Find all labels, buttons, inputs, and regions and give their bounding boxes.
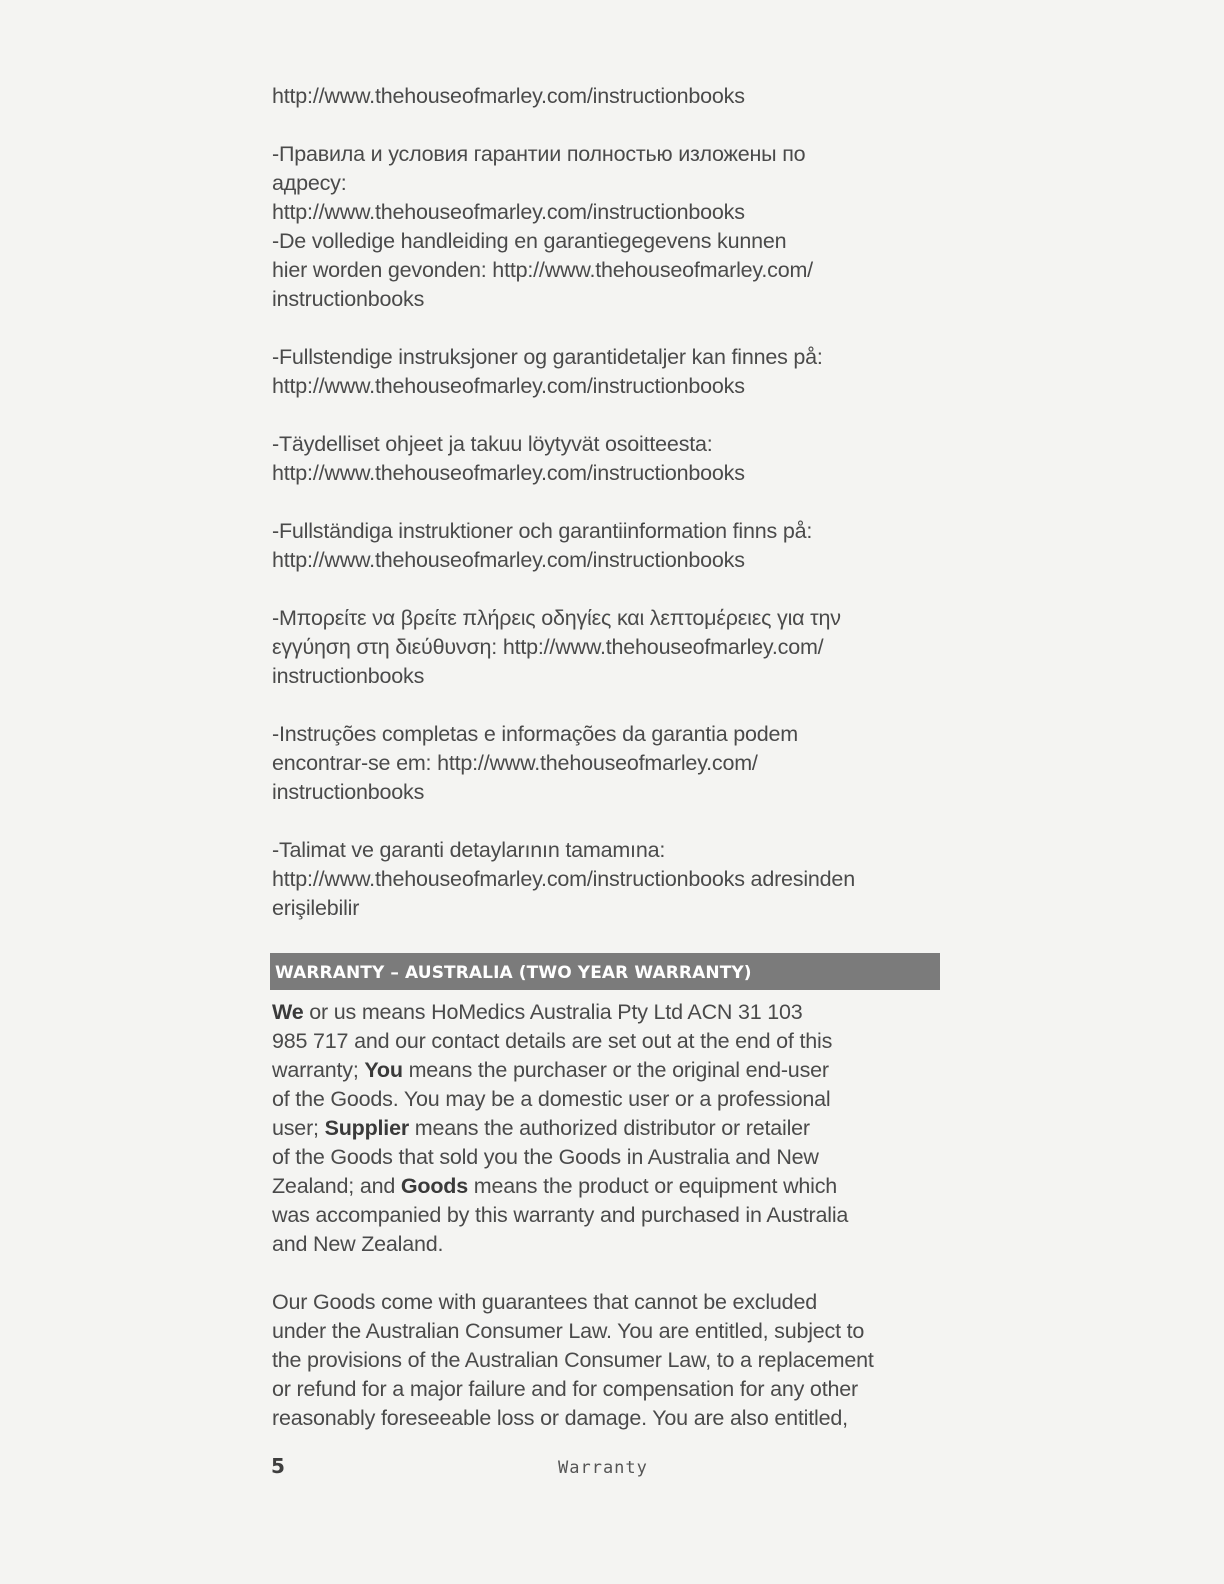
term-we: We [272, 1000, 304, 1024]
text-line: http://www.thehouseofmarley.com/instructionbooks [272, 84, 745, 108]
text-line: εγγύηση στη διεύθυνση: http://www.thehouseofmarley.com/ [272, 635, 824, 659]
text-block-url [272, 82, 942, 111]
text-line: under the Australian Consumer Law. You are entitled, subject to [272, 1319, 865, 1343]
text-block-swedish [272, 517, 942, 575]
text-line: was accompanied by this warranty and purchased in Australia [272, 1203, 849, 1227]
text-line: -De volledige handleiding en garantiegegevens kunnen [272, 229, 787, 253]
text-line: http://www.thehouseofmarley.com/instructionbooks [272, 374, 745, 398]
text-run: means the authorized distributor or retailer [409, 1116, 810, 1140]
text-line: hier worden gevonden: http://www.thehouseofmarley.com/ [272, 258, 813, 282]
text-line: or refund for a major failure and for compensation for any other [272, 1377, 858, 1401]
page-content [272, 82, 942, 1433]
text-line [272, 1114, 942, 1143]
text-line: the provisions of the Australian Consumer Law, to a replacement [272, 1348, 874, 1372]
text-line: -Instruções completas e informações da garantia podem [272, 722, 798, 746]
warranty-consumer-law-paragraph [272, 1288, 942, 1433]
text-block-russian-dutch [272, 140, 942, 314]
footer-section-label: Warranty [558, 1458, 648, 1478]
text-line: instructionbooks [272, 287, 425, 311]
text-line [272, 1056, 942, 1085]
text-line: -Fullstendige instruksjoner og garantidetaljer kan finnes på: [272, 345, 823, 369]
text-line: erişilebilir [272, 896, 360, 920]
text-line: 985 717 and our contact details are set out at the end of this [272, 1029, 833, 1053]
text-line: and New Zealand. [272, 1232, 444, 1256]
text-run: means the product or equipment which [467, 1174, 838, 1198]
text-line [272, 998, 942, 1027]
section-header-warranty: WARRANTY – AUSTRALIA (TWO YEAR WARRANTY) [270, 953, 940, 990]
text-block-turkish [272, 836, 942, 923]
text-line: instructionbooks [272, 780, 425, 804]
term-goods: Goods [400, 1174, 468, 1198]
text-run: means the purchaser or the original end-user [402, 1058, 829, 1082]
text-line: -Правила и условия гарантии полностью изложены по [272, 142, 806, 166]
text-line: http://www.thehouseofmarley.com/instructionbooks [272, 200, 745, 224]
text-line: reasonably foreseeable loss or damage. You are also entitled, [272, 1406, 848, 1430]
text-run: warranty; [272, 1058, 365, 1082]
text-line: of the Goods. You may be a domestic user or a professional [272, 1087, 831, 1111]
term-supplier: Supplier [324, 1116, 409, 1140]
text-line: instructionbooks [272, 664, 425, 688]
text-line: -Täydelliset ohjeet ja takuu löytyvät osoitteesta: [272, 432, 713, 456]
text-line: http://www.thehouseofmarley.com/instructionbooks adresinden [272, 867, 855, 891]
warranty-definitions-paragraph [272, 998, 942, 1259]
text-block-greek [272, 604, 942, 691]
text-line [272, 1172, 942, 1201]
text-line: -Μπορείτε να βρείτε πλήρεις οδηγίες και λεπτομέρειες για την [272, 606, 841, 630]
text-line: -Talimat ve garanti detaylarının tamamına: [272, 838, 666, 862]
text-line: of the Goods that sold you the Goods in Australia and New [272, 1145, 819, 1169]
text-line: encontrar-se em: http://www.thehouseofmarley.com/ [272, 751, 758, 775]
text-run: Zealand; and [272, 1174, 401, 1198]
term-you: You [364, 1058, 403, 1082]
text-line: http://www.thehouseofmarley.com/instructionbooks [272, 461, 745, 485]
text-block-portuguese [272, 720, 942, 807]
text-line: http://www.thehouseofmarley.com/instructionbooks [272, 548, 745, 572]
text-line: -Fullständiga instruktioner och garantiinformation finns på: [272, 519, 813, 543]
page-number: 5 [271, 1454, 285, 1478]
text-line: Our Goods come with guarantees that cannot be excluded [272, 1290, 817, 1314]
text-block-finnish [272, 430, 942, 488]
text-run: user; [272, 1116, 325, 1140]
text-run: or us means HoMedics Australia Pty Ltd ACN 31 103 [303, 1000, 803, 1024]
text-block-norwegian [272, 343, 942, 401]
text-line: адресу: [272, 171, 347, 195]
